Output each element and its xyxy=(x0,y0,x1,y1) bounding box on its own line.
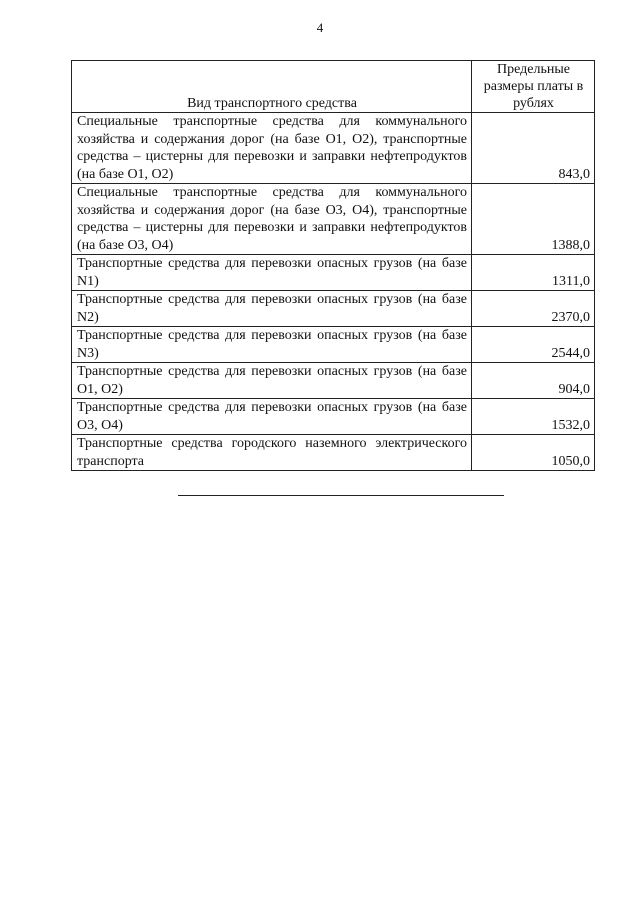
max-fee-cell: 1532,0 xyxy=(472,399,595,435)
max-fee-cell: 1311,0 xyxy=(472,255,595,291)
fee-table-header xyxy=(72,61,595,113)
vehicle-type-cell: Транспортные средства для перевозки опасных грузов (на базе N2) xyxy=(72,291,472,327)
fee-table-body xyxy=(72,113,595,471)
page-number: 4 xyxy=(316,20,324,35)
closing-rule xyxy=(178,495,504,496)
vehicle-type-cell: Транспортные средства для перевозки опасных грузов (на базе O3, O4) xyxy=(72,399,472,435)
max-fee-cell: 2370,0 xyxy=(472,291,595,327)
vehicle-type-cell: Транспортные средства городского наземного электрического транспорта xyxy=(72,435,472,471)
vehicle-type-cell: Специальные транспортные средства для коммунального хозяйства и содержания дорог (на базе O3, O4), транспортные средства – цистерны для перевозки и заправки нефтепродуктов (на базе O3, O4) xyxy=(72,184,472,255)
max-fee-cell: 904,0 xyxy=(472,363,595,399)
table-row xyxy=(72,399,595,435)
max-fee-cell: 1388,0 xyxy=(472,184,595,255)
fee-table xyxy=(71,60,595,471)
header-row xyxy=(72,61,595,113)
vehicle-type-cell: Специальные транспортные средства для коммунального хозяйства и содержания дорог (на базе O1, O2), транспортные средства – цистерны для перевозки и заправки нефтепродуктов (на базе O1, O2) xyxy=(72,113,472,184)
vehicle-type-cell: Транспортные средства для перевозки опасных грузов (на базе N3) xyxy=(72,327,472,363)
vehicle-type-header: Вид транспортного средства xyxy=(72,61,472,113)
table-row xyxy=(72,255,595,291)
table-row xyxy=(72,113,595,184)
vehicle-type-cell: Транспортные средства для перевозки опасных грузов (на базе N1) xyxy=(72,255,472,291)
max-fee-header: Предельные размеры платы в рублях xyxy=(472,61,595,113)
table-row xyxy=(72,363,595,399)
table-row xyxy=(72,184,595,255)
table-row xyxy=(72,291,595,327)
table-row xyxy=(72,327,595,363)
max-fee-cell: 2544,0 xyxy=(472,327,595,363)
max-fee-cell: 843,0 xyxy=(472,113,595,184)
max-fee-cell: 1050,0 xyxy=(472,435,595,471)
table-row xyxy=(72,435,595,471)
vehicle-type-cell: Транспортные средства для перевозки опасных грузов (на базе O1, O2) xyxy=(72,363,472,399)
